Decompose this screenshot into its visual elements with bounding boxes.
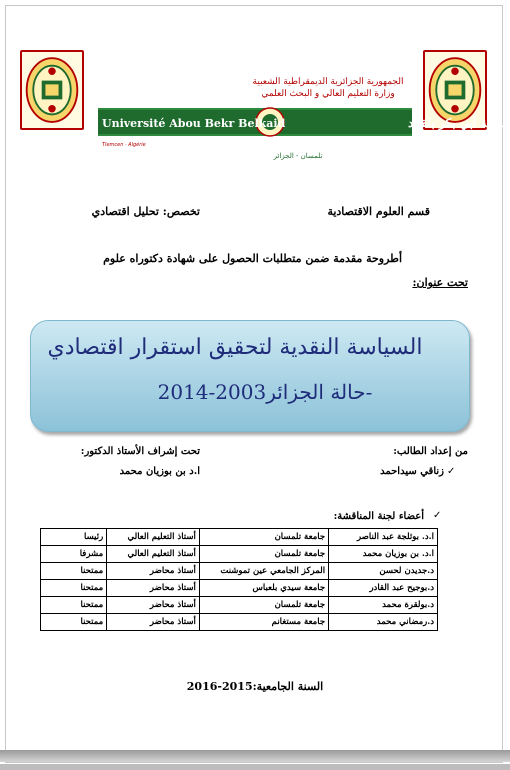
table-row bbox=[41, 563, 438, 580]
title-label: تحت عنوان: bbox=[412, 276, 468, 289]
supervisor-name: ا.د بن بوزيان محمد bbox=[119, 466, 200, 477]
prepared-by-label: من إعداد الطالب: bbox=[393, 446, 468, 457]
jury-member-institution: المركز الجامعي عين تموشنت bbox=[199, 563, 328, 580]
table-row bbox=[41, 614, 438, 631]
jury-member-institution: جامعة تلمسان bbox=[199, 546, 328, 563]
jury-member-name: د.رمضاني محمد bbox=[329, 614, 438, 631]
jury-member-name: ا.د. بن بوزيان محمد bbox=[329, 546, 438, 563]
footer-bar bbox=[0, 750, 510, 762]
republic-text: الجمهورية الجزائرية الديمقراطية الشعبية bbox=[252, 77, 404, 87]
jury-member-role: مشرفا bbox=[41, 546, 107, 563]
jury-member-role: ممتحنا bbox=[41, 580, 107, 597]
jury-member-institution: جامعة سيدي بلعباس bbox=[199, 580, 328, 597]
university-header bbox=[98, 72, 510, 162]
jury-member-institution: جامعة تلمسان bbox=[199, 597, 328, 614]
jury-member-role: ممتحنا bbox=[41, 614, 107, 631]
jury-member-rank: أستاذ التعليم العالي bbox=[107, 529, 200, 546]
city-ar: تلمسان - الجزائر bbox=[273, 152, 323, 160]
thesis-title-line1: السياسة النقدية لتحقيق استقرار اقتصادي bbox=[47, 335, 423, 360]
jury-member-name: د.بولقرة محمد bbox=[329, 597, 438, 614]
thesis-statement: أطروحة مقدمة ضمن متطلبات الحصول على شهادة دكتوراه علوم bbox=[103, 252, 402, 265]
jury-member-institution: جامعة تلمسان bbox=[199, 529, 328, 546]
university-name-fr: Université Abou Bekr Belkaid bbox=[102, 117, 286, 130]
table-row bbox=[41, 580, 438, 597]
jury-member-rank: أستاذ التعليم العالي bbox=[107, 546, 200, 563]
jury-member-institution: جامعة مستغانم bbox=[199, 614, 328, 631]
student-name: زناقي سيداحمد bbox=[380, 466, 444, 477]
jury-label: أعضاء لجنة المناقشة: bbox=[333, 511, 424, 522]
university-name-ar: جامعة أبي بكر بلقايد bbox=[408, 116, 510, 130]
jury-member-name: ا.د. بوثلجة عبد الناصر bbox=[329, 529, 438, 546]
table-row bbox=[41, 597, 438, 614]
jury-table bbox=[40, 528, 438, 631]
jury-member-rank: أستاذ محاضر bbox=[107, 580, 200, 597]
jury-member-name: د.بوجيح عبد القادر bbox=[329, 580, 438, 597]
specialty: تخصص: تحليل اقتصادي bbox=[91, 205, 200, 218]
thesis-title-line2: -حالة الجزائر2003-2014 bbox=[157, 380, 373, 404]
jury-member-rank: أستاذ محاضر bbox=[107, 614, 200, 631]
jury-member-role: رئيسا bbox=[41, 529, 107, 546]
ministry-text: وزارة التعليم العالي و البحث العلمي bbox=[261, 89, 395, 99]
city-fr: Tlemcen · Algérie bbox=[102, 142, 146, 148]
jury-member-rank: أستاذ محاضر bbox=[107, 597, 200, 614]
academic-year: السنة الجامعية:2015-2016 bbox=[186, 680, 324, 693]
supervision-label: تحت إشراف الأستاذ الدكتور: bbox=[80, 446, 200, 457]
university-seal-left-icon bbox=[20, 50, 84, 130]
jury-member-role: ممتحنا bbox=[41, 563, 107, 580]
table-row bbox=[41, 546, 438, 563]
jury-member-name: د.جديدن لحسن bbox=[329, 563, 438, 580]
jury-member-role: ممتحنا bbox=[41, 597, 107, 614]
department: قسم العلوم الاقتصادية bbox=[327, 205, 430, 218]
table-row bbox=[41, 529, 438, 546]
checkmark-icon: ✓ bbox=[433, 510, 442, 521]
footer-bar-lower bbox=[0, 764, 510, 770]
checkmark-icon: ✓ bbox=[447, 466, 456, 477]
jury-member-rank: أستاذ محاضر bbox=[107, 563, 200, 580]
